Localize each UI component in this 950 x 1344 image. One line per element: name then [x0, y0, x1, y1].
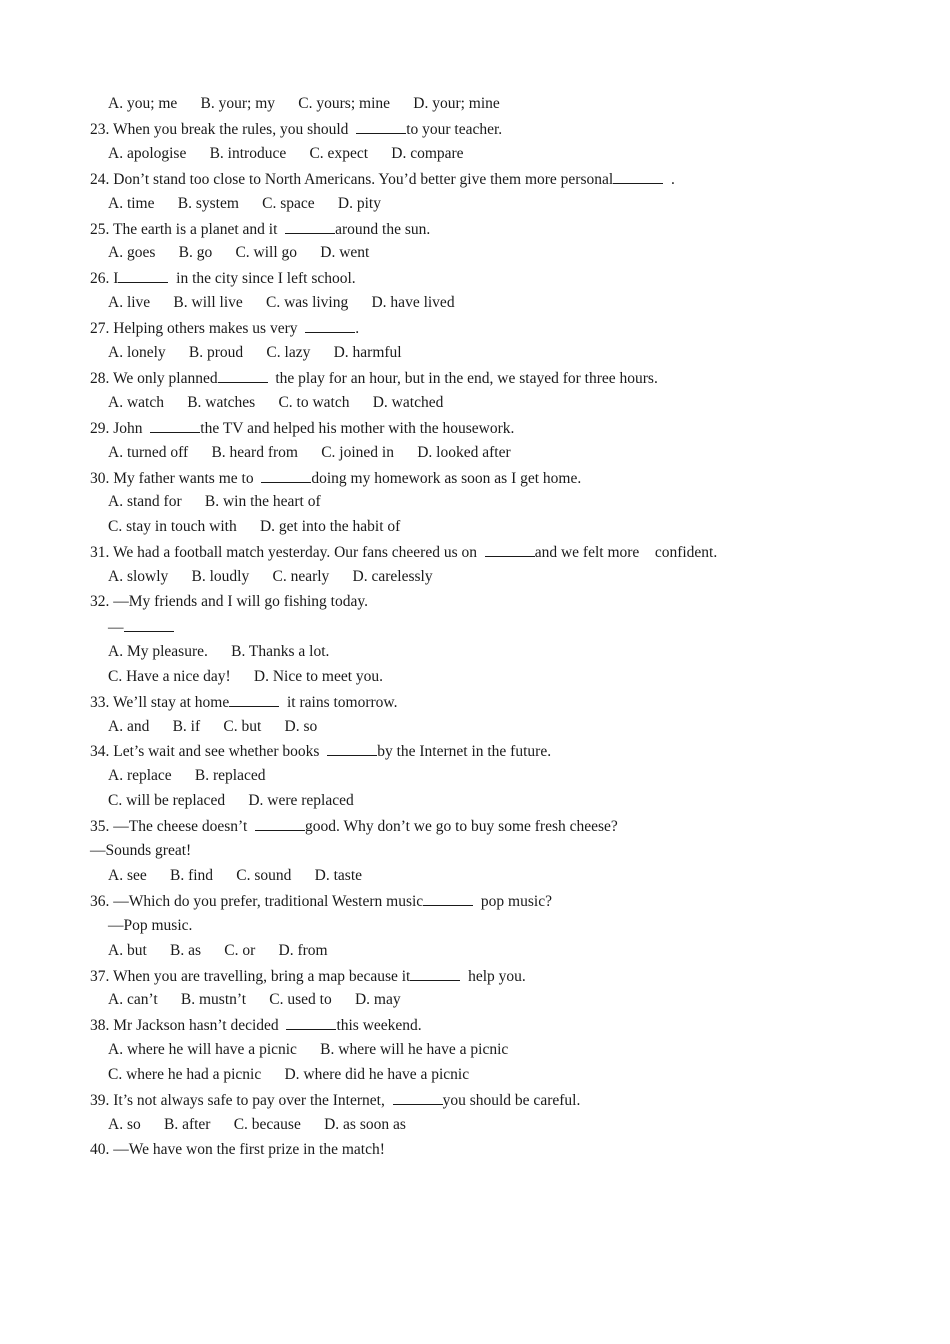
question-text: .: [663, 170, 675, 188]
answer-options: A. replace B. replaced: [108, 767, 266, 785]
answer-blank: [485, 542, 535, 557]
answer-options: C. where he had a picnic D. where did he have a picnic: [108, 1066, 470, 1084]
answer-blank: [356, 119, 406, 134]
question-line: [90, 592, 368, 612]
answer-options: A. slowly B. loudly C. nearly D. carelessly: [108, 568, 433, 586]
question-text: 23. When you break the rules, you should: [90, 120, 357, 138]
answer-options: A. stand for B. win the heart of: [108, 493, 321, 511]
question-text: and we felt more confident.: [534, 544, 718, 562]
dialogue-reply: [108, 916, 192, 936]
question-line: [90, 1015, 422, 1036]
question-text: —: [108, 618, 124, 636]
answer-options: C. will be replaced D. were replaced: [108, 792, 354, 810]
answer-options: A. My pleasure. B. Thanks a lot.: [108, 642, 330, 660]
question-line: [90, 1140, 385, 1160]
question-text: good. Why don’t we go to buy some fresh cheese?: [305, 818, 618, 836]
answer-blank: [305, 318, 355, 333]
question-text: 32. —My friends and I will go fishing today.: [90, 593, 368, 610]
question-text: 28. We only planned: [90, 369, 218, 387]
question-line: [90, 368, 658, 389]
answer-blank: [613, 169, 663, 184]
question-text: 29. John: [90, 419, 151, 437]
question-text: 35. —The cheese doesn’t: [90, 818, 255, 836]
question-text: 38. Mr Jackson hasn’t decided: [90, 1017, 287, 1035]
question-text: .: [355, 320, 360, 338]
answer-options: A. goes B. go C. will go D. went: [108, 244, 370, 262]
question-line: [90, 219, 430, 240]
question-text: 37. When you are travelling, bring a map because it: [90, 967, 411, 985]
answer-options: C. stay in touch with D. get into the habit of: [108, 518, 401, 536]
question-line: [90, 169, 675, 190]
answer-blank: [255, 816, 305, 831]
question-line: [90, 542, 717, 563]
question-line: [90, 468, 581, 489]
question-text: it rains tomorrow.: [279, 693, 398, 711]
answer-blank: [218, 368, 268, 383]
question-text: 30. My father wants me to: [90, 469, 262, 487]
question-line: [90, 841, 191, 861]
question-text: 25. The earth is a planet and it: [90, 220, 286, 238]
answer-options: A. watch B. watches C. to watch D. watched: [108, 393, 444, 411]
answer-options: A. live B. will live C. was living D. have lived: [108, 294, 455, 312]
question-text: you should be careful.: [442, 1092, 581, 1109]
answer-blank: [285, 219, 335, 234]
answer-options: A. turned off B. heard from C. joined in D. looked after: [108, 443, 511, 461]
answer-blank: [393, 1090, 443, 1105]
answer-options: A. lonely B. proud C. lazy D. harmful: [108, 344, 402, 361]
question-text: to your teacher.: [406, 120, 503, 138]
answer-blank: [229, 692, 279, 707]
question-text: around the sun.: [335, 220, 431, 238]
question-line: [90, 816, 618, 837]
answer-blank: [118, 268, 168, 283]
question-line: [90, 966, 526, 987]
answer-options: A. so B. after C. because D. as soon as: [108, 1115, 406, 1133]
question-text: this weekend.: [336, 1017, 422, 1035]
question-line: [90, 1090, 580, 1111]
question-text: 27. Helping others makes us very: [90, 320, 306, 338]
question-text: help you.: [460, 967, 526, 985]
answer-options: A. see B. find C. sound D. taste: [108, 866, 363, 884]
question-text: pop music?: [473, 892, 552, 910]
question-line: [90, 418, 514, 439]
answer-blank: [124, 617, 174, 632]
answer-blank: [261, 468, 311, 483]
question-line: [90, 891, 552, 912]
answer-options: A. can’t B. mustn’t C. used to D. may: [108, 991, 401, 1009]
answer-blank: [150, 418, 200, 433]
question-line: [90, 741, 551, 762]
answer-blank: [286, 1015, 336, 1030]
answer-options: A. where he will have a picnic B. where will he have a picnic: [108, 1041, 509, 1059]
answer-options: A. apologise B. introduce C. expect D. compare: [108, 144, 464, 162]
question-text: 31. We had a football match yesterday. Our fans cheered us on: [90, 544, 485, 562]
question-text: 34. Let’s wait and see whether books: [90, 743, 328, 761]
question-text: 24. Don’t stand too close to North Americans. You’d better give them more personal: [90, 170, 614, 188]
question-text: —Sounds great!: [90, 842, 192, 859]
question-text: doing my homework as soon as I get home.: [311, 469, 582, 487]
answer-blank: [327, 741, 377, 756]
answer-options: A. you; me B. your; my C. yours; mine D. your; mine: [108, 95, 500, 112]
question-line: [90, 318, 359, 339]
question-text: the TV and helped his mother with the housework.: [200, 419, 515, 437]
question-text: 33. We’ll stay at home: [90, 693, 230, 711]
question-text: 26. I: [90, 270, 119, 288]
answer-options: A. time B. system C. space D. pity: [108, 194, 381, 212]
question-line: [90, 692, 397, 713]
question-text: by the Internet in the future.: [377, 743, 552, 761]
answer-options: A. but B. as C. or D. from: [108, 941, 328, 959]
question-text: 39. It’s not always safe to pay over the Internet,: [90, 1092, 393, 1109]
question-text: in the city since I left school.: [168, 270, 356, 288]
question-text: 40. —We have won the first prize in the match!: [90, 1140, 385, 1158]
answer-options: A. and B. if C. but D. so: [108, 717, 318, 735]
question-text: 36. —Which do you prefer, traditional Western music: [90, 892, 424, 910]
question-line: [90, 119, 502, 140]
answer-blank: [423, 891, 473, 906]
answer-blank: [410, 966, 460, 981]
question-line: [90, 268, 356, 289]
question-text: the play for an hour, but in the end, we stayed for three hours.: [267, 369, 658, 387]
question-text: —Pop music.: [108, 916, 193, 934]
answer-options: C. Have a nice day! D. Nice to meet you.: [108, 667, 384, 685]
dialogue-reply: [108, 617, 174, 638]
